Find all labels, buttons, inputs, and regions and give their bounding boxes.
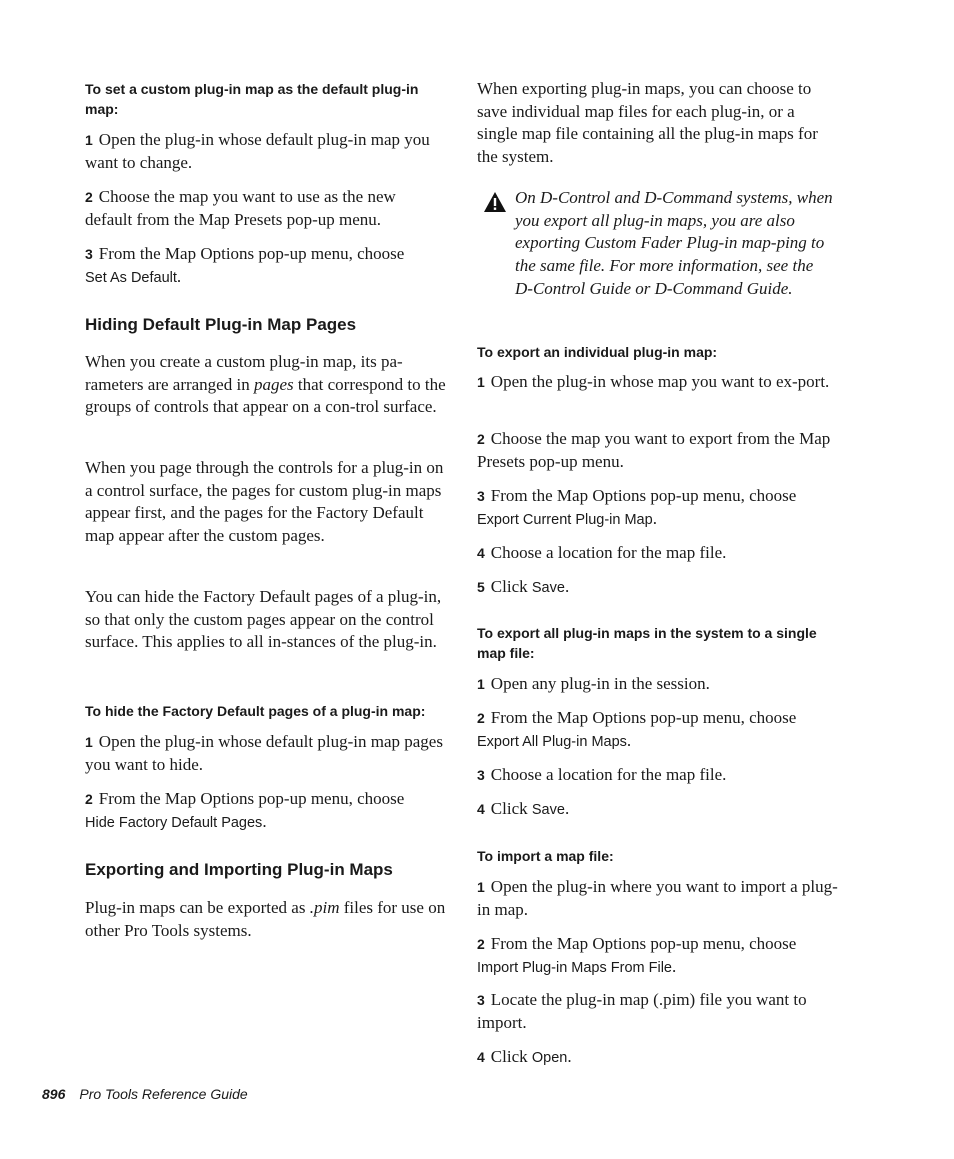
paragraph-text: When you create a custom plug-in map, its pa-rameters are arranged in — [85, 352, 403, 394]
note-box — [477, 187, 839, 322]
step-text: Choose a location for the map file. — [490, 765, 727, 784]
step-number: 3 — [477, 488, 485, 504]
step-number: 4 — [477, 1049, 485, 1065]
step-number: 3 — [477, 992, 485, 1008]
step-text: Click — [490, 1047, 528, 1066]
step-text: Open the plug-in where you want to import a plug-in map. — [477, 877, 838, 919]
step-1 — [477, 673, 839, 696]
step-number: 5 — [477, 579, 485, 595]
step-4 — [477, 798, 839, 822]
step-number: 2 — [477, 431, 485, 447]
step-number: 3 — [85, 246, 93, 262]
step-text: Locate the plug-in map (.pim) file you want to import. — [477, 990, 807, 1032]
step-2 — [85, 788, 447, 834]
step-text: From the Map Options pop-up menu, choose — [98, 244, 405, 263]
step-1 — [477, 371, 839, 394]
ui-command: Open — [531, 1050, 568, 1066]
step-text: Choose the map you want to use as the new default from the Map Presets pop-up menu. — [85, 187, 396, 229]
step-3 — [477, 485, 839, 531]
step-4 — [477, 542, 839, 565]
paragraph — [85, 897, 447, 942]
step-number: 1 — [477, 879, 485, 895]
step-text: From the Map Options pop-up menu, choose — [490, 708, 797, 727]
step-number: 2 — [477, 710, 485, 726]
section-title-exporting: Exporting and Importing Plug-in Maps — [85, 860, 393, 879]
ui-command: Set As Default — [85, 269, 177, 286]
step-text: From the Map Options pop-up menu, choose — [490, 934, 797, 953]
step-3 — [85, 243, 447, 289]
step-text: Click — [490, 799, 528, 818]
left-column — [85, 0, 447, 1159]
ui-command: Export Current Plug-in Map — [477, 511, 653, 528]
step-end: . — [652, 508, 657, 528]
step-text: Click — [490, 577, 528, 596]
step-1 — [85, 129, 447, 174]
paragraph: When exporting plug-in maps, you can choose to save individual map files for each plug-in, or a single map file containing all the plug-in maps for the system. — [477, 79, 818, 167]
step-3 — [477, 989, 839, 1034]
step-end: . — [176, 266, 182, 286]
step-end: . — [672, 956, 677, 976]
step-text: Choose a location for the map file. — [490, 543, 727, 562]
ui-command: Export All Plug-in Maps — [477, 733, 627, 750]
step-number: 2 — [477, 936, 485, 952]
step-end: . — [567, 1047, 572, 1066]
step-end: . — [626, 730, 632, 750]
paragraph-text: that correspond to the groups of controls that appear on a con-trol surface. — [85, 374, 446, 417]
step-text: Open the plug-in whose map you want to ex-port. — [490, 372, 830, 391]
paragraph: You can hide the Factory Default pages of a plug-in, so that only the custom pages appear on the control surface. This applies to all in-stances of the plug-in. — [85, 587, 442, 652]
emphasis: pages — [253, 374, 294, 394]
step-end: . — [564, 577, 570, 596]
warning-icon — [483, 191, 507, 213]
step-text: From the Map Options pop-up menu, choose — [490, 486, 797, 505]
page-footer — [42, 1086, 248, 1102]
paragraph — [85, 351, 447, 419]
step-4 — [477, 1046, 839, 1070]
step-number: 2 — [85, 189, 93, 205]
step-text: Open any plug-in in the session. — [490, 674, 710, 693]
step-number: 1 — [477, 676, 485, 692]
paragraph: When you page through the controls for a plug-in on a control surface, the pages for custom plug-in maps appear first, and the pages for the Factory Default map appear after the custom pages. — [85, 458, 444, 546]
step-3 — [477, 764, 839, 787]
step-2 — [477, 428, 839, 473]
step-text: Open the plug-in whose default plug-in map you want to change. — [85, 130, 430, 172]
step-2 — [477, 933, 839, 979]
step-number: 2 — [85, 791, 93, 807]
step-number: 1 — [85, 132, 93, 148]
step-5 — [477, 576, 839, 600]
procedure-heading-export-individual: To export an individual plug-in map: — [477, 344, 718, 360]
ui-command: Import Plug-in Maps From File — [477, 959, 672, 976]
ui-command: Hide Factory Default Pages — [85, 814, 263, 831]
note-text: On D-Control and D-Command systems, when you export all plug-in maps, you are also exporting Custom Fader Plug-in map-ping to the same file. For more information, see the D-Control Guide or D-Command Guide. — [515, 188, 833, 298]
step-number: 1 — [477, 374, 485, 390]
emphasis: .pim — [309, 898, 340, 917]
step-1 — [85, 731, 447, 776]
step-end: . — [262, 811, 267, 831]
ui-command: Save — [531, 580, 565, 596]
step-2 — [477, 707, 839, 753]
procedure-heading-import: To import a map file: — [477, 848, 614, 864]
procedure-heading-export-all: To export all plug-in maps in the system to a single map file: — [477, 625, 817, 661]
step-text: From the Map Options pop-up menu, choose — [98, 789, 405, 808]
procedure-heading-hide-pages: To hide the Factory Default pages of a plug-in map: — [85, 703, 426, 719]
step-number: 4 — [477, 801, 485, 817]
paragraph-text: files for use on other Pro Tools systems. — [85, 898, 446, 940]
step-number: 1 — [85, 734, 93, 750]
step-1 — [477, 876, 839, 921]
paragraph-text: Plug-in maps can be exported as — [85, 898, 310, 917]
page-number: 896 — [42, 1086, 66, 1102]
footer-title: Pro Tools Reference Guide — [79, 1086, 248, 1102]
step-text: Choose the map you want to export from the Map Presets pop-up menu. — [477, 429, 831, 471]
procedure-heading-set-default: To set a custom plug-in map as the default plug-in map: — [85, 81, 419, 117]
right-column — [477, 0, 839, 1159]
step-end: . — [564, 799, 570, 818]
step-text: Open the plug-in whose default plug-in map pages you want to hide. — [85, 732, 443, 774]
step-number: 3 — [477, 767, 485, 783]
section-title-hiding: Hiding Default Plug-in Map Pages — [85, 315, 357, 334]
ui-command: Save — [531, 802, 565, 818]
step-2 — [85, 186, 447, 231]
step-number: 4 — [477, 545, 485, 561]
